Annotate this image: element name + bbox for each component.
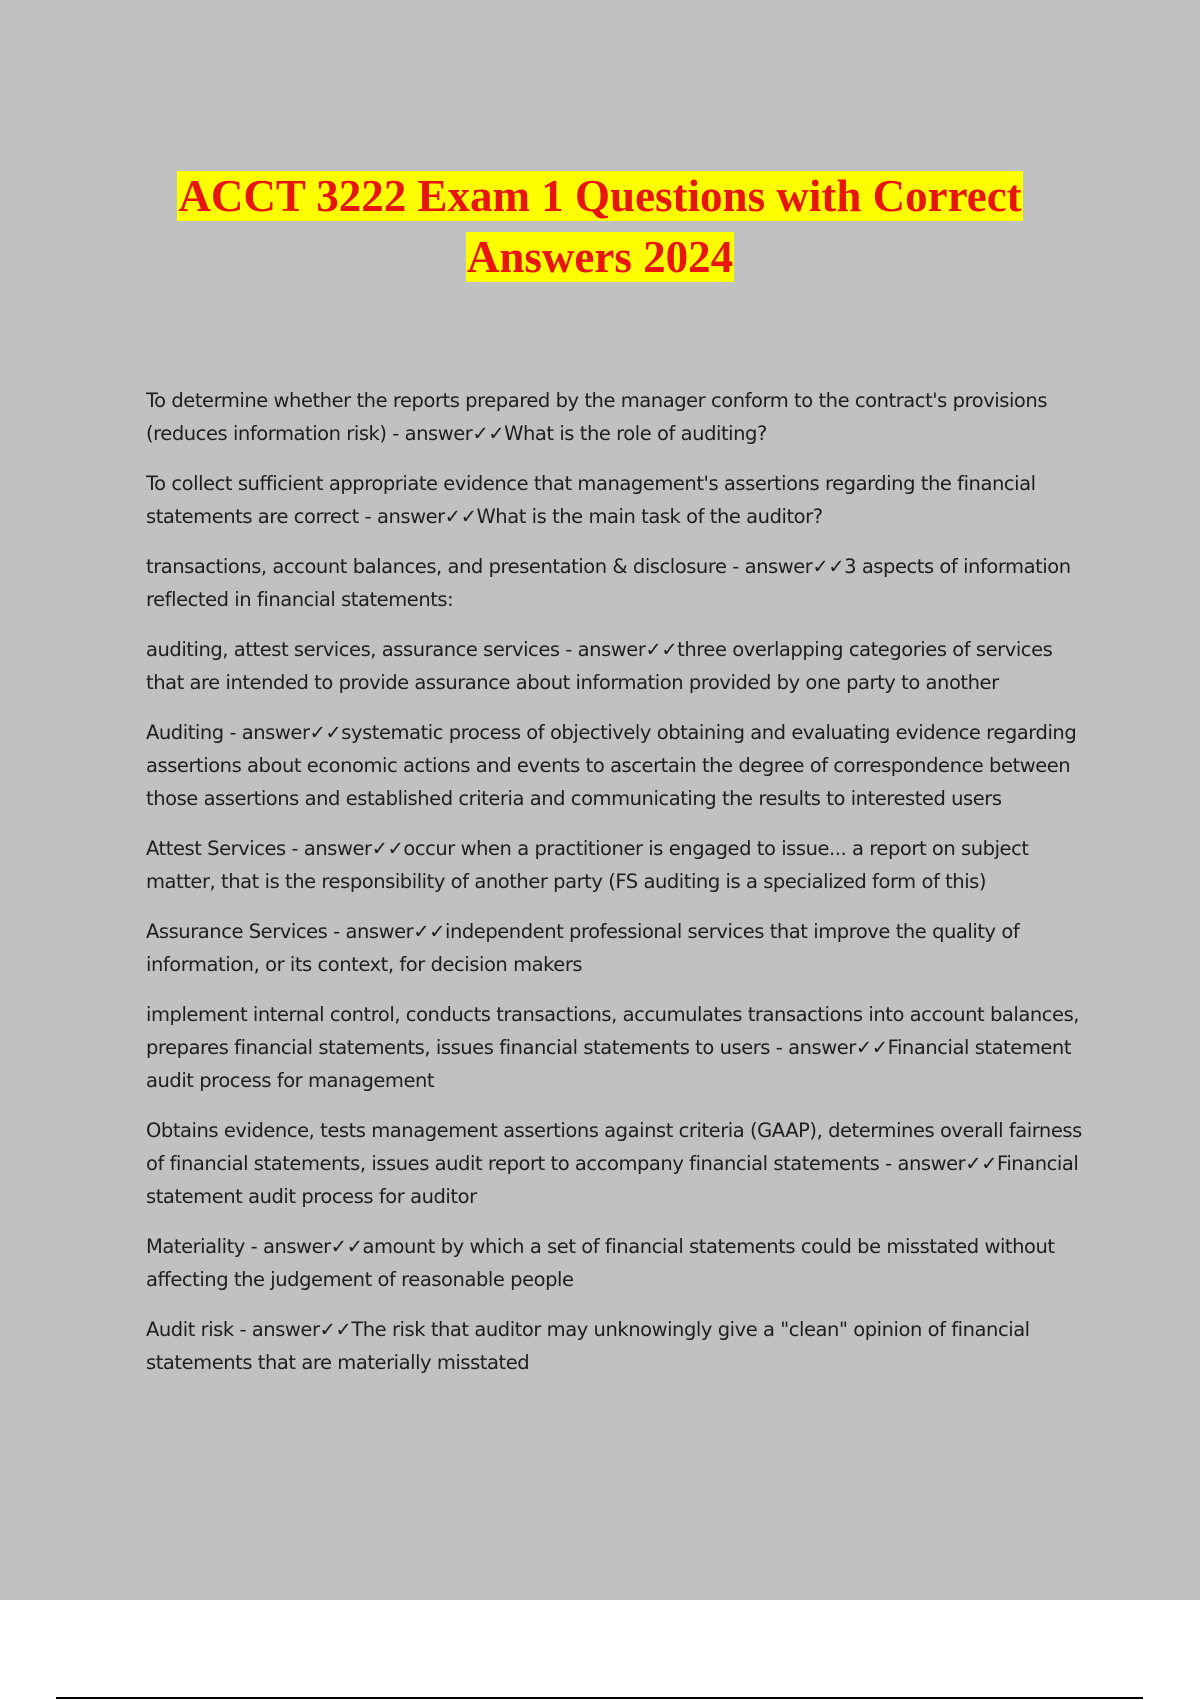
qa-item: Assurance Services - answer✓✓independent professional services that improve the quality of information, or its context, for decision makers (146, 920, 1020, 976)
document-title (0, 166, 1200, 288)
qa-item: implement internal control, conducts transactions, accumulates transactions into account balances, prepares financial statements, issues financial statements to users - answer✓✓Financial statement audit process for management (146, 1003, 1080, 1092)
qa-item: Obtains evidence, tests management assertions against criteria (GAAP), determines overall fairness of financial statements, issues audit report to accompany financial statements - answer✓✓Financial statement audit process for auditor (146, 1119, 1082, 1208)
qa-item: To determine whether the reports prepared by the manager conform to the contract's provisions (reduces information risk) - answer✓✓What is the role of auditing? (146, 389, 1048, 445)
qa-item: To collect sufficient appropriate evidence that management's assertions regarding the financial statements are correct - answer✓✓What is the main task of the auditor? (146, 472, 1036, 528)
qa-item: Materiality - answer✓✓amount by which a set of financial statements could be misstated without affecting the judgement of reasonable people (146, 1235, 1055, 1291)
qa-item: auditing, attest services, assurance services - answer✓✓three overlapping categories of services that are intended to provide assurance about information provided by one party to another (146, 638, 1053, 694)
qa-item: Audit risk - answer✓✓The risk that auditor may unknowingly give a "clean" opinion of financial statements that are materially misstated (146, 1318, 1030, 1374)
qa-item: transactions, account balances, and presentation & disclosure - answer✓✓3 aspects of information reflected in financial statements: (146, 555, 1071, 611)
qa-item: Attest Services - answer✓✓occur when a practitioner is engaged to issue... a report on subject matter, that is the responsibility of another party (FS auditing is a specialized form of this) (146, 837, 1029, 893)
title-line-2: Answers 2024 (466, 232, 734, 282)
title-line-1: ACCT 3222 Exam 1 Questions with Correct (178, 171, 1022, 221)
qa-item: Auditing - answer✓✓systematic process of objectively obtaining and evaluating evidence regarding assertions about economic actions and events to ascertain the degree of correspondence between those assertions and established criteria and communicating the results to interested users (146, 721, 1077, 810)
footer-divider (56, 1697, 1143, 1699)
qa-list (146, 384, 1086, 1396)
